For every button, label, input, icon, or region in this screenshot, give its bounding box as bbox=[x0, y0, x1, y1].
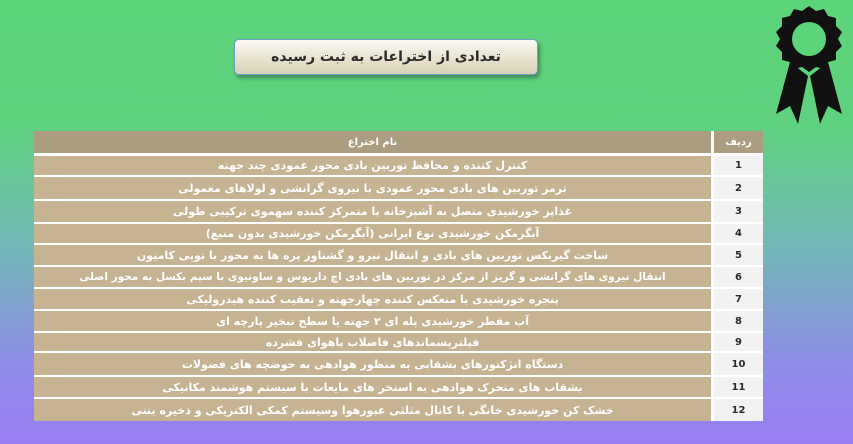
inventions-table bbox=[34, 131, 763, 421]
table-header bbox=[34, 131, 763, 153]
row-num: 11 bbox=[714, 377, 763, 397]
table-row bbox=[34, 201, 763, 222]
row-name: دستگاه انژکتورهای بشقابی به منظور هوادهی به حوضچه های فضولات bbox=[34, 353, 711, 375]
row-name: انتقال نیروی های گرانشی و گریز از مرکز در توربین های بادی اچ داریوس و ساونیوی با سیم بکسل به محور اصلی bbox=[34, 267, 711, 287]
row-name: ساخت گیربکس توربین های بادی و انتقال نیرو و گشتاور پره ها به محور با توپی کامیون bbox=[34, 245, 711, 265]
row-num: 12 bbox=[714, 399, 763, 421]
row-name: پنجره خورشیدی با منعکس کننده چهارجهته و تعقیب کننده هیدرولیکی bbox=[34, 289, 711, 309]
header-num: ردیف bbox=[714, 131, 763, 153]
table-row bbox=[34, 333, 763, 351]
row-num: 1 bbox=[714, 156, 763, 175]
row-num: 3 bbox=[714, 201, 763, 222]
row-num: 10 bbox=[714, 353, 763, 375]
table-row bbox=[34, 245, 763, 265]
award-ribbon-icon bbox=[770, 4, 848, 128]
row-name: بشقاب های متحرک هوادهی به استخر های مایعات با سیستم هوشمند مکانیکی bbox=[34, 377, 711, 397]
row-num: 7 bbox=[714, 289, 763, 309]
table-row bbox=[34, 399, 763, 421]
row-name: کنترل کننده و محافظ توربین بادی محور عمودی چند جهته bbox=[34, 156, 711, 175]
table-row bbox=[34, 289, 763, 309]
table-row bbox=[34, 267, 763, 287]
row-name: فیلترپسماندهای فاضلاب باهوای فشرده bbox=[34, 333, 711, 351]
row-num: 6 bbox=[714, 267, 763, 287]
table-row bbox=[34, 177, 763, 199]
row-num: 9 bbox=[714, 333, 763, 351]
table-row bbox=[34, 156, 763, 175]
row-name: غذاپز خورشیدی متصل به آشپزخانه با متمرکز کننده سهموی ترکیبی طولی bbox=[34, 201, 711, 222]
row-name: آبگرمکن خورشیدی نوع ایرانی (آبگرمکن خورشیدی بدون منبع) bbox=[34, 224, 711, 243]
header-name: نام اختراع bbox=[34, 131, 711, 153]
row-num: 8 bbox=[714, 311, 763, 331]
table-row bbox=[34, 353, 763, 375]
table-row bbox=[34, 377, 763, 397]
row-name: ترمز توربین های بادی محور عمودی با نیروی گرانشی و لولاهای معمولی bbox=[34, 177, 711, 199]
row-num: 2 bbox=[714, 177, 763, 199]
row-num: 4 bbox=[714, 224, 763, 243]
row-name: آب مقطر خورشیدی پله ای ۲ جهته یا سطح تبخیر پارچه ای bbox=[34, 311, 711, 331]
page-title: تعدادی از اختراعات به ثبت رسیده bbox=[234, 39, 538, 75]
row-name: خشک کن خورشیدی خانگی با کانال مثلثی عبورهوا وسیستم کمکی الکتریکی و ذخیره بتنی bbox=[34, 399, 711, 421]
row-num: 5 bbox=[714, 245, 763, 265]
table-row bbox=[34, 224, 763, 243]
table-row bbox=[34, 311, 763, 331]
